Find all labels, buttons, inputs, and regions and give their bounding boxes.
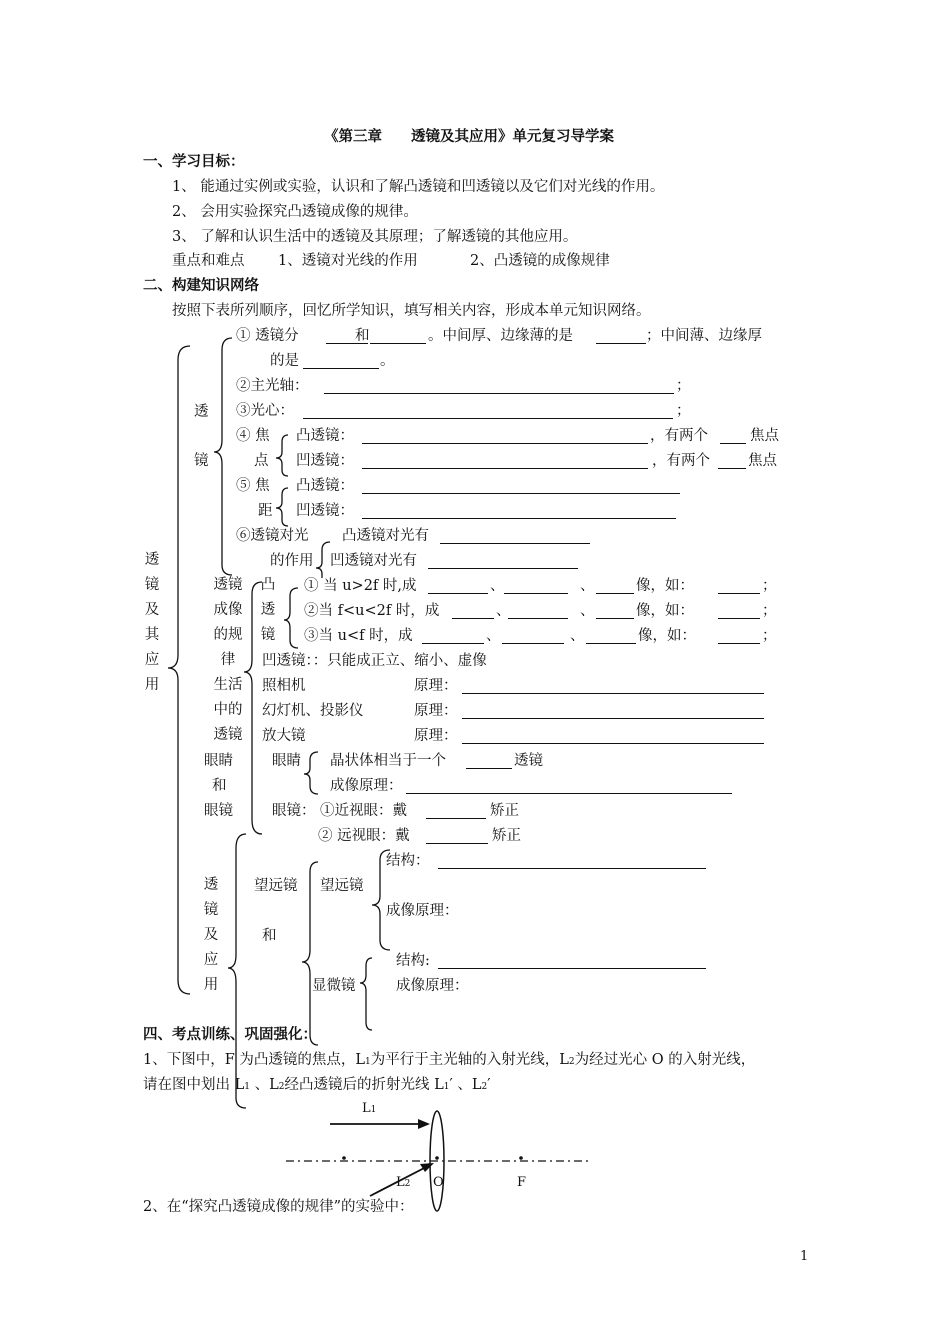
sep: 、 [486,628,501,644]
blank-case1-b[interactable] [504,593,568,594]
convex-effect-label: 凸透镜对光有 [342,528,429,544]
key-point-2: 2、凸透镜的成像规律 [470,253,610,269]
section2-intro: 按照下表所列顺序，回忆所学知识，填写相关内容，形成本单元知识网络。 [172,303,651,319]
q1-text-d: 请在图中划出 L [143,1077,245,1093]
q1-text-h: ′ [487,1077,491,1093]
and-label: 和 [262,928,277,944]
principle-label: 原理： [414,703,458,719]
label-O: O [433,1175,444,1190]
q1-sub-3: 1 [244,1082,250,1092]
q1-text-b: 为平行于主光轴的入射光线，L [370,1052,569,1068]
convex-focal-label: 凸透镜： [296,478,354,494]
L2-sub: 2 [404,1179,411,1189]
principle-label: 原理： [414,728,458,744]
row1-e: 的是 [270,353,299,369]
case-3-label: ③当 u<f 时，成 [304,628,413,644]
convex-focus-label: 凸透镜： [296,428,354,444]
blank-concave-effect[interactable] [428,568,578,569]
blank-hyperopia[interactable] [426,843,488,844]
label-L1 [362,1100,376,1119]
myopia-label: ①近视眼：戴 [320,803,407,819]
blank-case2-a[interactable] [452,618,494,619]
key-point-1: 1、透镜对光线的作用 [278,253,418,269]
telescope-principle-label: 成像原理： [386,903,459,919]
blank-telescope-structure[interactable] [438,868,706,869]
q1-text-g: ′ 、L [449,1077,482,1093]
blank-thick-center[interactable] [596,343,646,344]
row1-a: ① 透镜分 [236,328,299,344]
blank-camera-principle[interactable] [462,693,764,694]
L1-letter: L [362,1101,371,1116]
label-F: F [517,1175,527,1190]
microscope-principle-label: 成像原理： [396,978,469,994]
focus-left [342,1156,346,1160]
sep: 、 [490,578,505,594]
projector-label: 幻灯机、投影仪 [262,703,364,719]
tele-group-label: 望远镜 [254,878,298,894]
principle-label: 原理： [414,678,458,694]
concave-focus-label: 凹透镜： [296,453,354,469]
semicolon: ； [676,378,691,394]
telescope-label: 望远镜 [320,878,364,894]
page-number: 1 [800,1249,809,1264]
image-example: 像，如： [636,603,694,619]
blank-case2-c[interactable] [596,618,634,619]
q1-text-f: 经凸透镜后的折射光线 L [284,1077,444,1093]
blank-convex-focal[interactable] [362,493,680,494]
question-1-line1 [143,1051,755,1071]
q1-sub-6: 2 [481,1082,488,1092]
blank-convex-focus[interactable] [362,443,648,444]
correct-word: 矫正 [490,803,519,819]
blank-case1-c[interactable] [596,593,634,594]
goal-1: 1、 能通过实例或实验，认识和了解凸透镜和凹透镜以及它们对光线的作用。 [172,179,665,195]
blank-microscope-structure[interactable] [438,968,706,969]
optical-center-label: ③光心： [236,403,294,419]
microscope-structure-label: 结构: [396,953,430,969]
L1-sub: 1 [370,1105,377,1115]
life-lens-label: 生活中的透镜 [213,677,243,743]
eye-principle-label: 成像原理： [330,778,403,794]
concave-rule: 凹透镜：：只能成正立、缩小、虚像 [262,653,487,669]
lens-label-1: 透 [194,404,209,420]
blank-eye-principle[interactable] [406,793,732,794]
eye-label: 眼睛 [272,753,301,769]
sep: 、 [496,603,511,619]
image-example: 像，如： [636,578,694,594]
concave-focal-label: 凹透镜： [296,503,354,519]
image-example: 像，如： [638,628,696,644]
eye-group-1: 眼睛 [204,753,233,769]
blank-case2-example[interactable] [718,618,760,619]
blank-crystal[interactable] [466,768,512,769]
row1-d: ；中间薄、边缘厚 [646,328,762,344]
principal-axis-label: ②主光轴： [236,378,309,394]
q1-sub-5: 1 [443,1082,450,1092]
q1-text-a: 1、下图中，F 为凸透镜的焦点，L [143,1052,366,1068]
blank-case3-b[interactable] [502,643,564,644]
question-2: 2、在“探究凸透镜成像的规律”的实验中： [143,1199,414,1215]
hyperopia-label: ② 远视眼：戴 [318,828,410,844]
sep: 、 [580,578,595,594]
blank-magnifier-principle[interactable] [462,743,764,744]
root-label: 透镜及其应用 [144,552,160,693]
focus-label-b: 点 [254,453,269,469]
have-two: ，有两个 [650,428,708,444]
root-brace [168,346,190,994]
concave-effect-label: 凹透镜对光有 [330,553,417,569]
goal-2: 2、 会用实验探究凸透镜成像的规律。 [172,204,418,220]
eye-group-2: 和 [212,778,227,794]
focal-length-label-a: ⑤ 焦 [236,478,270,494]
blank-optical-center[interactable] [303,418,673,419]
case-1-label: ① 当 u>2f 时,成 [304,578,417,594]
focus-right [519,1156,523,1160]
magnifier-label: 放大镜 [262,728,306,744]
blank-case2-b[interactable] [508,618,568,619]
correct-word: 矫正 [492,828,521,844]
optical-center-dot [435,1156,439,1160]
effect-label-b: 的作用 [270,553,314,569]
section4-heading: 四、考点训练、巩固强化： [143,1027,317,1043]
blank-thin-center[interactable] [303,368,379,369]
focus-word: 焦点 [748,453,777,469]
effect-label-a: ⑥透镜对光 [236,528,309,544]
convex-vertical-label: 凸透镜 [260,577,276,643]
lens-brace [214,338,232,575]
semicolon: ； [762,603,777,619]
row1-f: 。 [380,353,395,369]
blank-projector-principle[interactable] [462,718,764,719]
L2-letter: L [396,1175,405,1190]
blank-case3-a[interactable] [422,643,484,644]
camera-label: 照相机 [262,678,306,694]
row1-c: 。中间厚、边缘薄的是 [428,328,573,344]
blank-convex-effect[interactable] [440,543,590,544]
sep: 、 [580,603,595,619]
row1-b: 和 [355,328,370,344]
blank-concave-focal[interactable] [362,518,676,519]
blank-concave-focus[interactable] [362,468,648,469]
section1-heading: 一、学习目标： [143,154,245,170]
telescope-structure-label: 结构： [386,853,430,869]
lens-word: 透镜 [514,753,543,769]
q1-text-c: 为经过光心 O 的入射光线， [574,1052,756,1068]
semicolon: ； [762,578,777,594]
microscope-label: 显微镜 [312,978,356,994]
q1-sub-2: 2 [568,1057,575,1067]
sep: 、 [570,628,585,644]
page-title: 《第三章 透镜及其应用》单元复习导学案 [324,129,614,145]
goal-3: 3、 了解和认识生活中的透镜及其原理；了解透镜的其他应用。 [172,229,578,245]
focus-word: 焦点 [750,428,779,444]
blank-case3-example[interactable] [718,643,760,644]
application-label: 透镜及应用 [203,877,219,993]
semicolon: ； [676,403,691,419]
q1-text-e: 、L [249,1077,279,1093]
q1-sub-4: 2 [278,1082,285,1092]
blank-case1-example[interactable] [718,593,760,594]
question-1-line2 [143,1076,491,1096]
semicolon: ； [762,628,777,644]
section2-heading: 二、构建知识网络 [143,278,259,294]
blank-myopia[interactable] [426,818,486,819]
crystal-label: 晶状体相当于一个 [330,753,446,769]
have-two: ，有两个 [652,453,710,469]
blank-lens-type-2[interactable] [370,343,426,344]
focal-length-label-b: 距 [258,503,273,519]
eye-group-3: 眼镜 [204,803,233,819]
label-L2 [396,1174,410,1193]
blank-concave-focus-type[interactable] [718,468,746,469]
glasses-label: 眼镜： [272,803,316,819]
lens-figure [286,1111,592,1211]
blank-case3-c[interactable] [586,643,636,644]
lens-label-2: 镜 [194,453,209,469]
focus-label-a: ④ 焦 [236,428,270,444]
blank-principal-axis[interactable] [324,393,674,394]
blank-convex-focus-type[interactable] [720,443,746,444]
key-label: 重点和难点 [172,253,245,269]
rules-label: 透镜成像的规律 [213,577,243,668]
case-2-label: ②当 f<u<2f 时，成 [304,603,440,619]
blank-case1-a[interactable] [428,593,488,594]
q1-sub-1: 1 [365,1057,371,1067]
